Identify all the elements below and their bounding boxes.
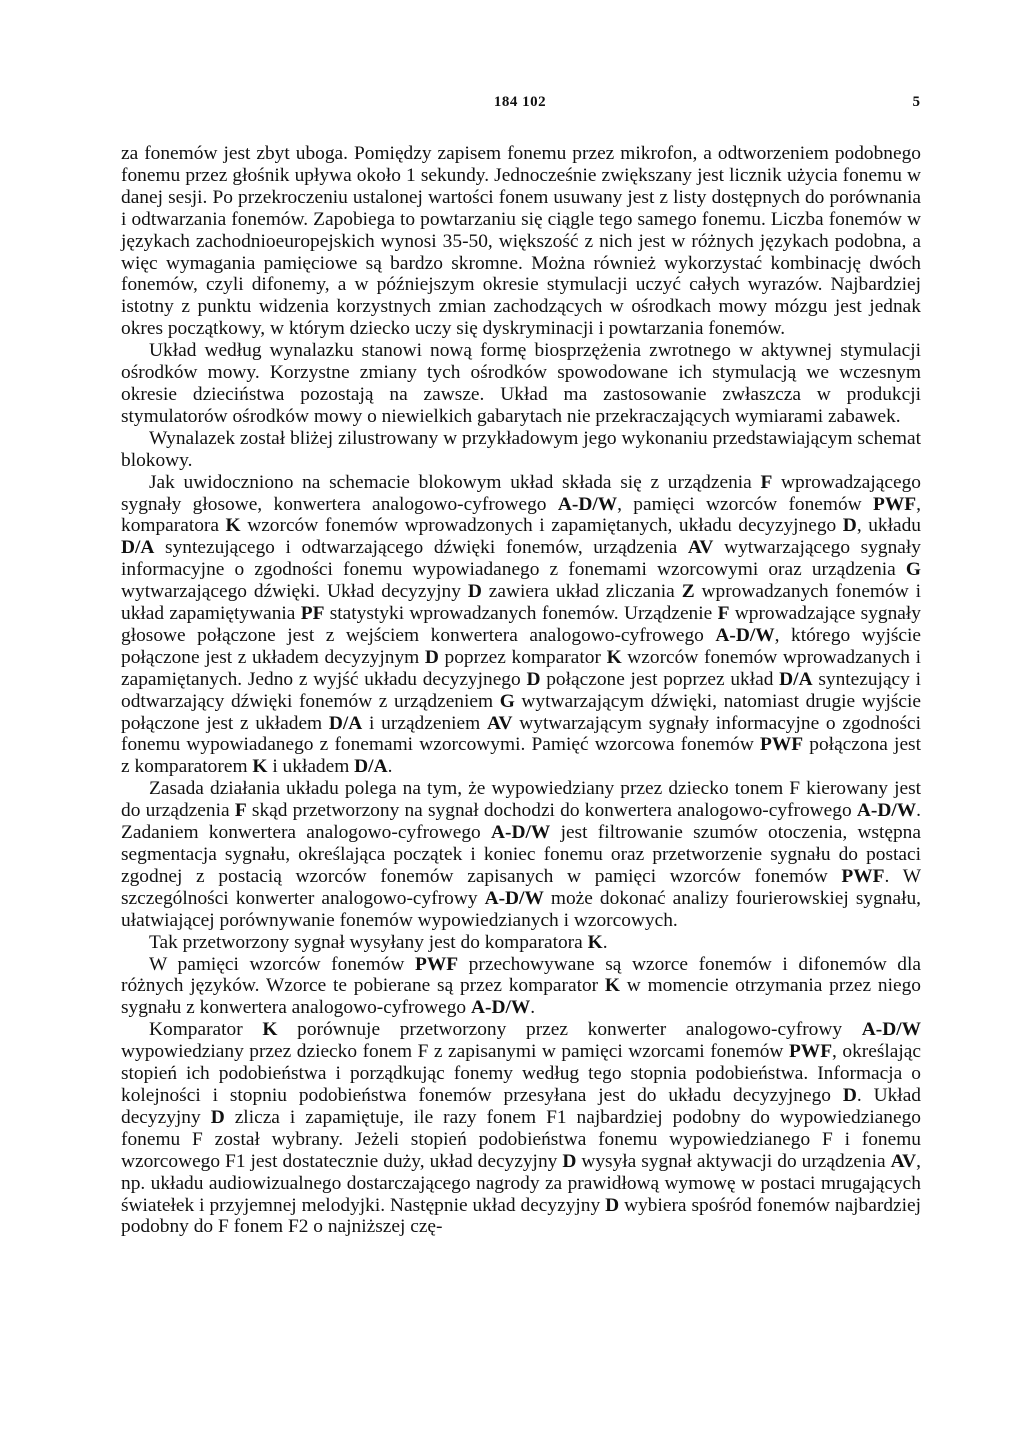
- paragraph-3: Wynalazek został bliżej zilustrowany w przykładowym jego wykonaniu przedstawiającym schemat blokowy.: [121, 427, 921, 471]
- patent-number: 184 102: [493, 94, 547, 110]
- paragraph-4: Jak uwidoczniono na schemacie blokowym układ składa się z urządzenia F wprowadzającego sygnały głosowe, konwertera analogowo-cyfrowego A-D/W, pamięci wzorców fonemów PWF, komparatora K wzorców fonemów wprowadzonych i zapamiętanych, układu decyzyjnego D, układu D/A syntezującego i odtwarzającego dźwięki fonemów, urządzenia AV wytwarzającego sygnały informacyjne o zgodności fonemu wypowiadanego z fonemami wzorcowymi oraz urządzenia G wytwarzającego dźwięki. Układ decyzyjny D zawiera układ zliczania Z wprowadzanych fonemów i układ zapamiętywania PF statystyki wprowadzanych fonemów. Urządzenie F wprowadzające sygnały głosowe połączone jest z wejściem konwertera analogowo-cyfrowego A-D/W, którego wyjście połączone jest z układem decyzyjnym D poprzez komparator K wzorców fonemów wprowadzanych i zapamiętanych. Jedno z wyjść układu decyzyjnego D połączone jest poprzez układ D/A syntezujący i odtwarzający dźwięki fonemów z urządzeniem G wytwarzającym dźwięki, natomiast drugie wyjście połączone jest z układem D/A i urządzeniem AV wytwarzającym sygnały informacyjne o zgodności fonemu wypowiadanego z fonemami wzorcowymi. Pamięć wzorcowa fonemów PWF połączona jest z komparatorem K i układem D/A.: [121, 471, 922, 778]
- body-text: [121, 143, 921, 1238]
- paragraph-6: Tak przetworzony sygnał wysyłany jest do komparatora K.: [149, 931, 608, 953]
- paragraph-7: W pamięci wzorców fonemów PWF przechowywane są wzorce fonemów i difonemów dla różnych języków. Wzorce te pobierane są przez komparator K w momencie otrzymania przez niego sygnału z konwertera analogowo-cyfrowego A-D/W.: [121, 953, 921, 1019]
- page-header: [120, 94, 920, 116]
- paragraph-1: za fonemów jest zbyt uboga. Pomiędzy zapisem fonemu przez mikrofon, a odtworzeniem podobnego fonemu przez głośnik upływa około 1 sekundy. Jednocześnie zwiększany jest licznik użycia fonemu w danej sesji. Po przekroczeniu ustalonej wartości fonem usuwany jest z listy dostępnych do porównania i odtwarzania fonemów. Zapobiega to powtarzaniu się ciągle tego samego fonemu. Liczba fonemów w językach zachodnioeuropejskich wynosi 35-50, większość z nich jest w różnych językach podobna, a więc wymagania pamięciowe są bardzo skromne. Można również wykorzystać kombinację dwóch fonemów, czyli difonemy, a w późniejszym okresie stymulacji uczyć całych wyrazów. Najbardziej istotny z punktu widzenia korzystnych zmian zachodzących w ośrodkach mowy mózgu jest jednak okres początkowy, w którym dziecko uczy się dyskryminacji i powtarzania fonemów.: [121, 143, 921, 340]
- page-number: 5: [912, 94, 920, 110]
- paragraph-5: Zasada działania układu polega na tym, że wypowiedziany przez dziecko tonem F kierowany jest do urządzenia F skąd przetworzony na sygnał dochodzi do konwertera analogowo-cyfrowego A-D/W. Zadaniem konwertera analogowo-cyfrowego A-D/W jest filtrowanie szumów otoczenia, wstępna segmentacja sygnału, określająca początek i koniec fonemu oraz przetworzenie sygnału do postaci zgodnej z postacią wzorców fonemów zapisanych w pamięci wzorców fonemów PWF. W szczególności konwerter analogowo-cyfrowy A-D/W może dokonać analizy fourierowskiej sygnału, ułatwiającej porównywanie fonemów wypowiedzianych i wzorcowych.: [121, 778, 921, 931]
- paragraph-2: Układ według wynalazku stanowi nową formę biosprzężenia zwrotnego w aktywnej stymulacji ośrodków mowy. Korzystne zmiany tych ośrodków spowodowane ich stymulacją we wczesnym okresie dzieciństwa pozostają na zawsze. Układ ma zastosowanie zwłaszcza w produkcji stymulatorów ośrodków mowy o niewielkich gabarytach nie przekraczających wymiarami zabawek.: [121, 340, 921, 427]
- paragraph-8: Komparator K porównuje przetworzony przez konwerter analogowo-cyfrowy A-D/W wypowiedziany przez dziecko fonem F z zapisanymi w pamięci wzorcami fonemów PWF, określając stopień ich podobieństwa i porządkując fonemy według tego stopnia podobieństwa. Informacja o kolejności i stopniu podobieństwa fonemów przesyłana jest do układu decyzyjnego D. Układ decyzyjny D zlicza i zapamiętuje, ile razy fonem F1 najbardziej podobny do wypowiedzianego fonemu F został wybrany. Jeżeli stopień podobieństwa fonemu wypowiedzianego F i fonemu wzorcowego F1 jest dostatecznie duży, układ decyzyjny D wysyła sygnał aktywacji do urządzenia AV, np. układu audiowizualnego dostarczającego nagrody za prawidłową wymowę w postaci mrugających światełek i przyjemnej melodyjki. Następnie układ decyzyjny D wybiera spośród fonemów najbardziej podobny do F fonem F2 o najniższej czę-: [121, 1019, 922, 1238]
